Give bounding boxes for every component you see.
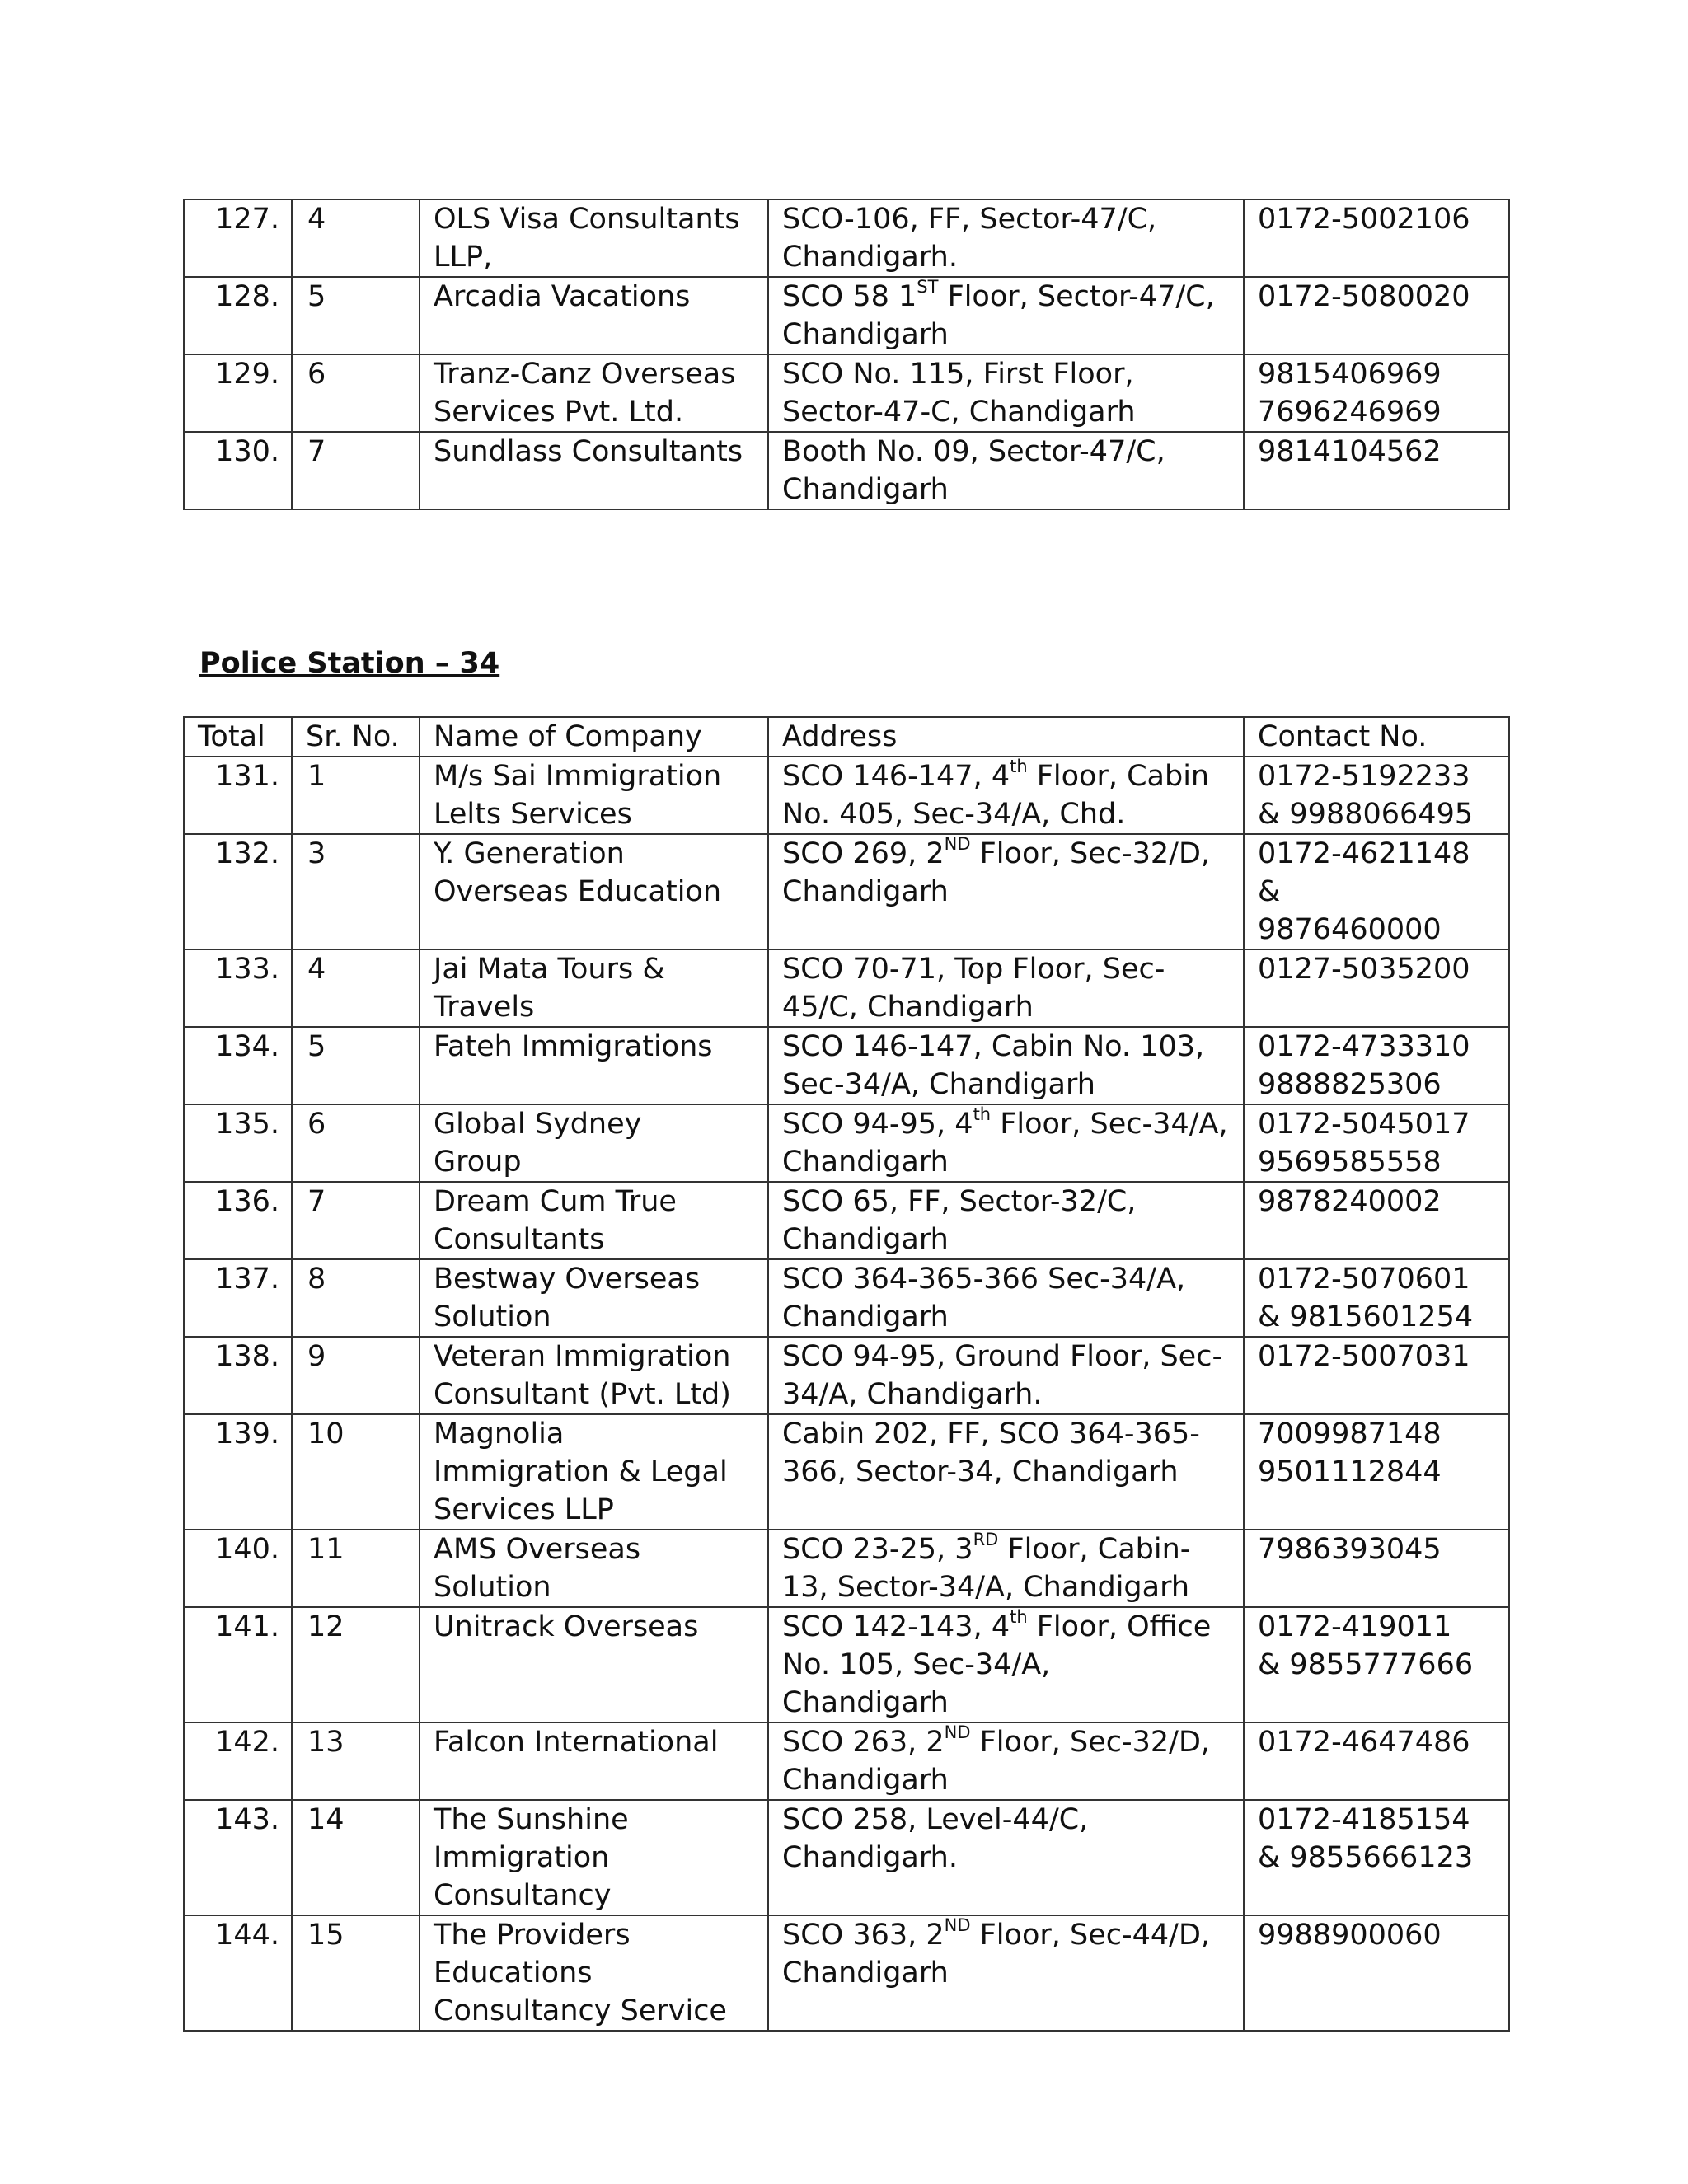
cell-company-name: Unitrack Overseas <box>420 1607 768 1722</box>
cell-address: SCO 94-95, Ground Floor, Sec- 34/A, Chandigarh. <box>768 1337 1244 1414</box>
cell-total: 143. <box>184 1800 292 1915</box>
cell-company-name: Falcon International <box>420 1722 768 1800</box>
table-top-body <box>184 199 1509 509</box>
cell-sr-no: 4 <box>292 949 420 1027</box>
cell-company-name: AMS Overseas Solution <box>420 1530 768 1607</box>
cell-company-name: Fateh Immigrations <box>420 1027 768 1104</box>
cell-sr-no: 4 <box>292 199 420 277</box>
cell-contact: 0172-5002106 <box>1244 199 1509 277</box>
cell-address: SCO 146-147, Cabin No. 103, Sec-34/A, Chandigarh <box>768 1027 1244 1104</box>
cell-sr-no: 14 <box>292 1800 420 1915</box>
table-row <box>184 757 1509 834</box>
cell-total: 131. <box>184 757 292 834</box>
header-row <box>184 717 1509 757</box>
cell-company-name: The Providers Educations Consultancy Service <box>420 1915 768 2031</box>
cell-company-name: Global Sydney Group <box>420 1104 768 1182</box>
cell-total: 144. <box>184 1915 292 2031</box>
cell-address: SCO 70-71, Top Floor, Sec- 45/C, Chandigarh <box>768 949 1244 1027</box>
cell-company-name: OLS Visa Consultants LLP, <box>420 199 768 277</box>
cell-total: 137. <box>184 1259 292 1337</box>
cell-address: SCO 263, 2ND Floor, Sec-32/D, Chandigarh <box>768 1722 1244 1800</box>
cell-sr-no: 8 <box>292 1259 420 1337</box>
cell-total: 133. <box>184 949 292 1027</box>
cell-total: 142. <box>184 1722 292 1800</box>
cell-sr-no: 9 <box>292 1337 420 1414</box>
table-row <box>184 834 1509 949</box>
table-row <box>184 354 1509 432</box>
cell-address: SCO 364-365-366 Sec-34/A, Chandigarh <box>768 1259 1244 1337</box>
header-contact: Contact No. <box>1244 717 1509 757</box>
cell-sr-no: 5 <box>292 277 420 354</box>
cell-company-name: Jai Mata Tours & Travels <box>420 949 768 1027</box>
cell-contact: 0172-4185154 & 9855666123 <box>1244 1800 1509 1915</box>
cell-contact: 7009987148 9501112844 <box>1244 1414 1509 1530</box>
cell-contact: 0172-4621148 & 9876460000 <box>1244 834 1509 949</box>
cell-address: SCO 269, 2ND Floor, Sec-32/D, Chandigarh <box>768 834 1244 949</box>
cell-total: 136. <box>184 1182 292 1259</box>
cell-contact: 9815406969 7696246969 <box>1244 354 1509 432</box>
cell-contact: 0172-5045017 9569585558 <box>1244 1104 1509 1182</box>
cell-total: 128. <box>184 277 292 354</box>
cell-total: 140. <box>184 1530 292 1607</box>
table-main <box>183 716 1510 2032</box>
cell-total: 135. <box>184 1104 292 1182</box>
cell-company-name: M/s Sai Immigration Lelts Services <box>420 757 768 834</box>
table-main-header <box>184 717 1509 757</box>
cell-sr-no: 7 <box>292 432 420 509</box>
cell-address: SCO 23-25, 3RD Floor, Cabin- 13, Sector-34/A, Chandigarh <box>768 1530 1244 1607</box>
cell-sr-no: 12 <box>292 1607 420 1722</box>
cell-company-name: Magnolia Immigration & Legal Services LLP <box>420 1414 768 1530</box>
cell-contact: 0172-419011 & 9855777666 <box>1244 1607 1509 1722</box>
cell-sr-no: 6 <box>292 354 420 432</box>
cell-company-name: Arcadia Vacations <box>420 277 768 354</box>
table-row <box>184 1414 1509 1530</box>
cell-contact: 9988900060 <box>1244 1915 1509 2031</box>
table-main-body <box>184 757 1509 2031</box>
cell-total: 138. <box>184 1337 292 1414</box>
cell-sr-no: 1 <box>292 757 420 834</box>
cell-contact: 0172-5007031 <box>1244 1337 1509 1414</box>
table-row <box>184 949 1509 1027</box>
cell-address: Cabin 202, FF, SCO 364-365- 366, Sector-34, Chandigarh <box>768 1414 1244 1530</box>
cell-address: SCO No. 115, First Floor, Sector-47-C, Chandigarh <box>768 354 1244 432</box>
cell-address: SCO 258, Level-44/C, Chandigarh. <box>768 1800 1244 1915</box>
header-sr-no: Sr. No. <box>292 717 420 757</box>
cell-sr-no: 10 <box>292 1414 420 1530</box>
cell-sr-no: 15 <box>292 1915 420 2031</box>
cell-address: Booth No. 09, Sector-47/C, Chandigarh <box>768 432 1244 509</box>
table-row <box>184 1182 1509 1259</box>
cell-address: SCO 142-143, 4th Floor, Office No. 105, Sec-34/A, Chandigarh <box>768 1607 1244 1722</box>
cell-address: SCO 146-147, 4th Floor, Cabin No. 405, Sec-34/A, Chd. <box>768 757 1244 834</box>
table-row <box>184 1607 1509 1722</box>
cell-company-name: Veteran Immigration Consultant (Pvt. Ltd) <box>420 1337 768 1414</box>
cell-total: 141. <box>184 1607 292 1722</box>
cell-total: 134. <box>184 1027 292 1104</box>
table-row <box>184 1104 1509 1182</box>
cell-contact: 0172-5070601 & 9815601254 <box>1244 1259 1509 1337</box>
cell-total: 129. <box>184 354 292 432</box>
cell-contact: 0172-4647486 <box>1244 1722 1509 1800</box>
cell-total: 130. <box>184 432 292 509</box>
header-name: Name of Company <box>420 717 768 757</box>
cell-contact: 0127-5035200 <box>1244 949 1509 1027</box>
cell-total: 127. <box>184 199 292 277</box>
cell-address: SCO 65, FF, Sector-32/C, Chandigarh <box>768 1182 1244 1259</box>
cell-company-name: Bestway Overseas Solution <box>420 1259 768 1337</box>
table-row <box>184 1800 1509 1915</box>
cell-company-name: Tranz-Canz Overseas Services Pvt. Ltd. <box>420 354 768 432</box>
cell-sr-no: 11 <box>292 1530 420 1607</box>
cell-contact: 9814104562 <box>1244 432 1509 509</box>
section-heading: Police Station – 34 <box>199 647 500 680</box>
cell-total: 132. <box>184 834 292 949</box>
header-total: Total <box>184 717 292 757</box>
cell-contact: 9878240002 <box>1244 1182 1509 1259</box>
table-top <box>183 199 1510 510</box>
cell-total: 139. <box>184 1414 292 1530</box>
cell-address: SCO 363, 2ND Floor, Sec-44/D, Chandigarh <box>768 1915 1244 2031</box>
table-row <box>184 1259 1509 1337</box>
cell-company-name: Dream Cum True Consultants <box>420 1182 768 1259</box>
table-row <box>184 432 1509 509</box>
cell-company-name: Sundlass Consultants <box>420 432 768 509</box>
cell-contact: 0172-4733310 9888825306 <box>1244 1027 1509 1104</box>
table-row <box>184 199 1509 277</box>
table-row <box>184 1337 1509 1414</box>
cell-contact: 0172-5080020 <box>1244 277 1509 354</box>
cell-company-name: Y. Generation Overseas Education <box>420 834 768 949</box>
table-row <box>184 1530 1509 1607</box>
cell-sr-no: 6 <box>292 1104 420 1182</box>
table-row <box>184 1722 1509 1800</box>
cell-contact: 7986393045 <box>1244 1530 1509 1607</box>
cell-company-name: The Sunshine Immigration Consultancy <box>420 1800 768 1915</box>
cell-address: SCO 94-95, 4th Floor, Sec-34/A, Chandigarh <box>768 1104 1244 1182</box>
cell-sr-no: 3 <box>292 834 420 949</box>
table-row <box>184 1027 1509 1104</box>
cell-sr-no: 13 <box>292 1722 420 1800</box>
cell-address: SCO-106, FF, Sector-47/C, Chandigarh. <box>768 199 1244 277</box>
cell-address: SCO 58 1ST Floor, Sector-47/C, Chandigarh <box>768 277 1244 354</box>
table-row <box>184 277 1509 354</box>
header-address: Address <box>768 717 1244 757</box>
cell-contact: 0172-5192233 & 9988066495 <box>1244 757 1509 834</box>
cell-sr-no: 7 <box>292 1182 420 1259</box>
cell-sr-no: 5 <box>292 1027 420 1104</box>
table-row <box>184 1915 1509 2031</box>
